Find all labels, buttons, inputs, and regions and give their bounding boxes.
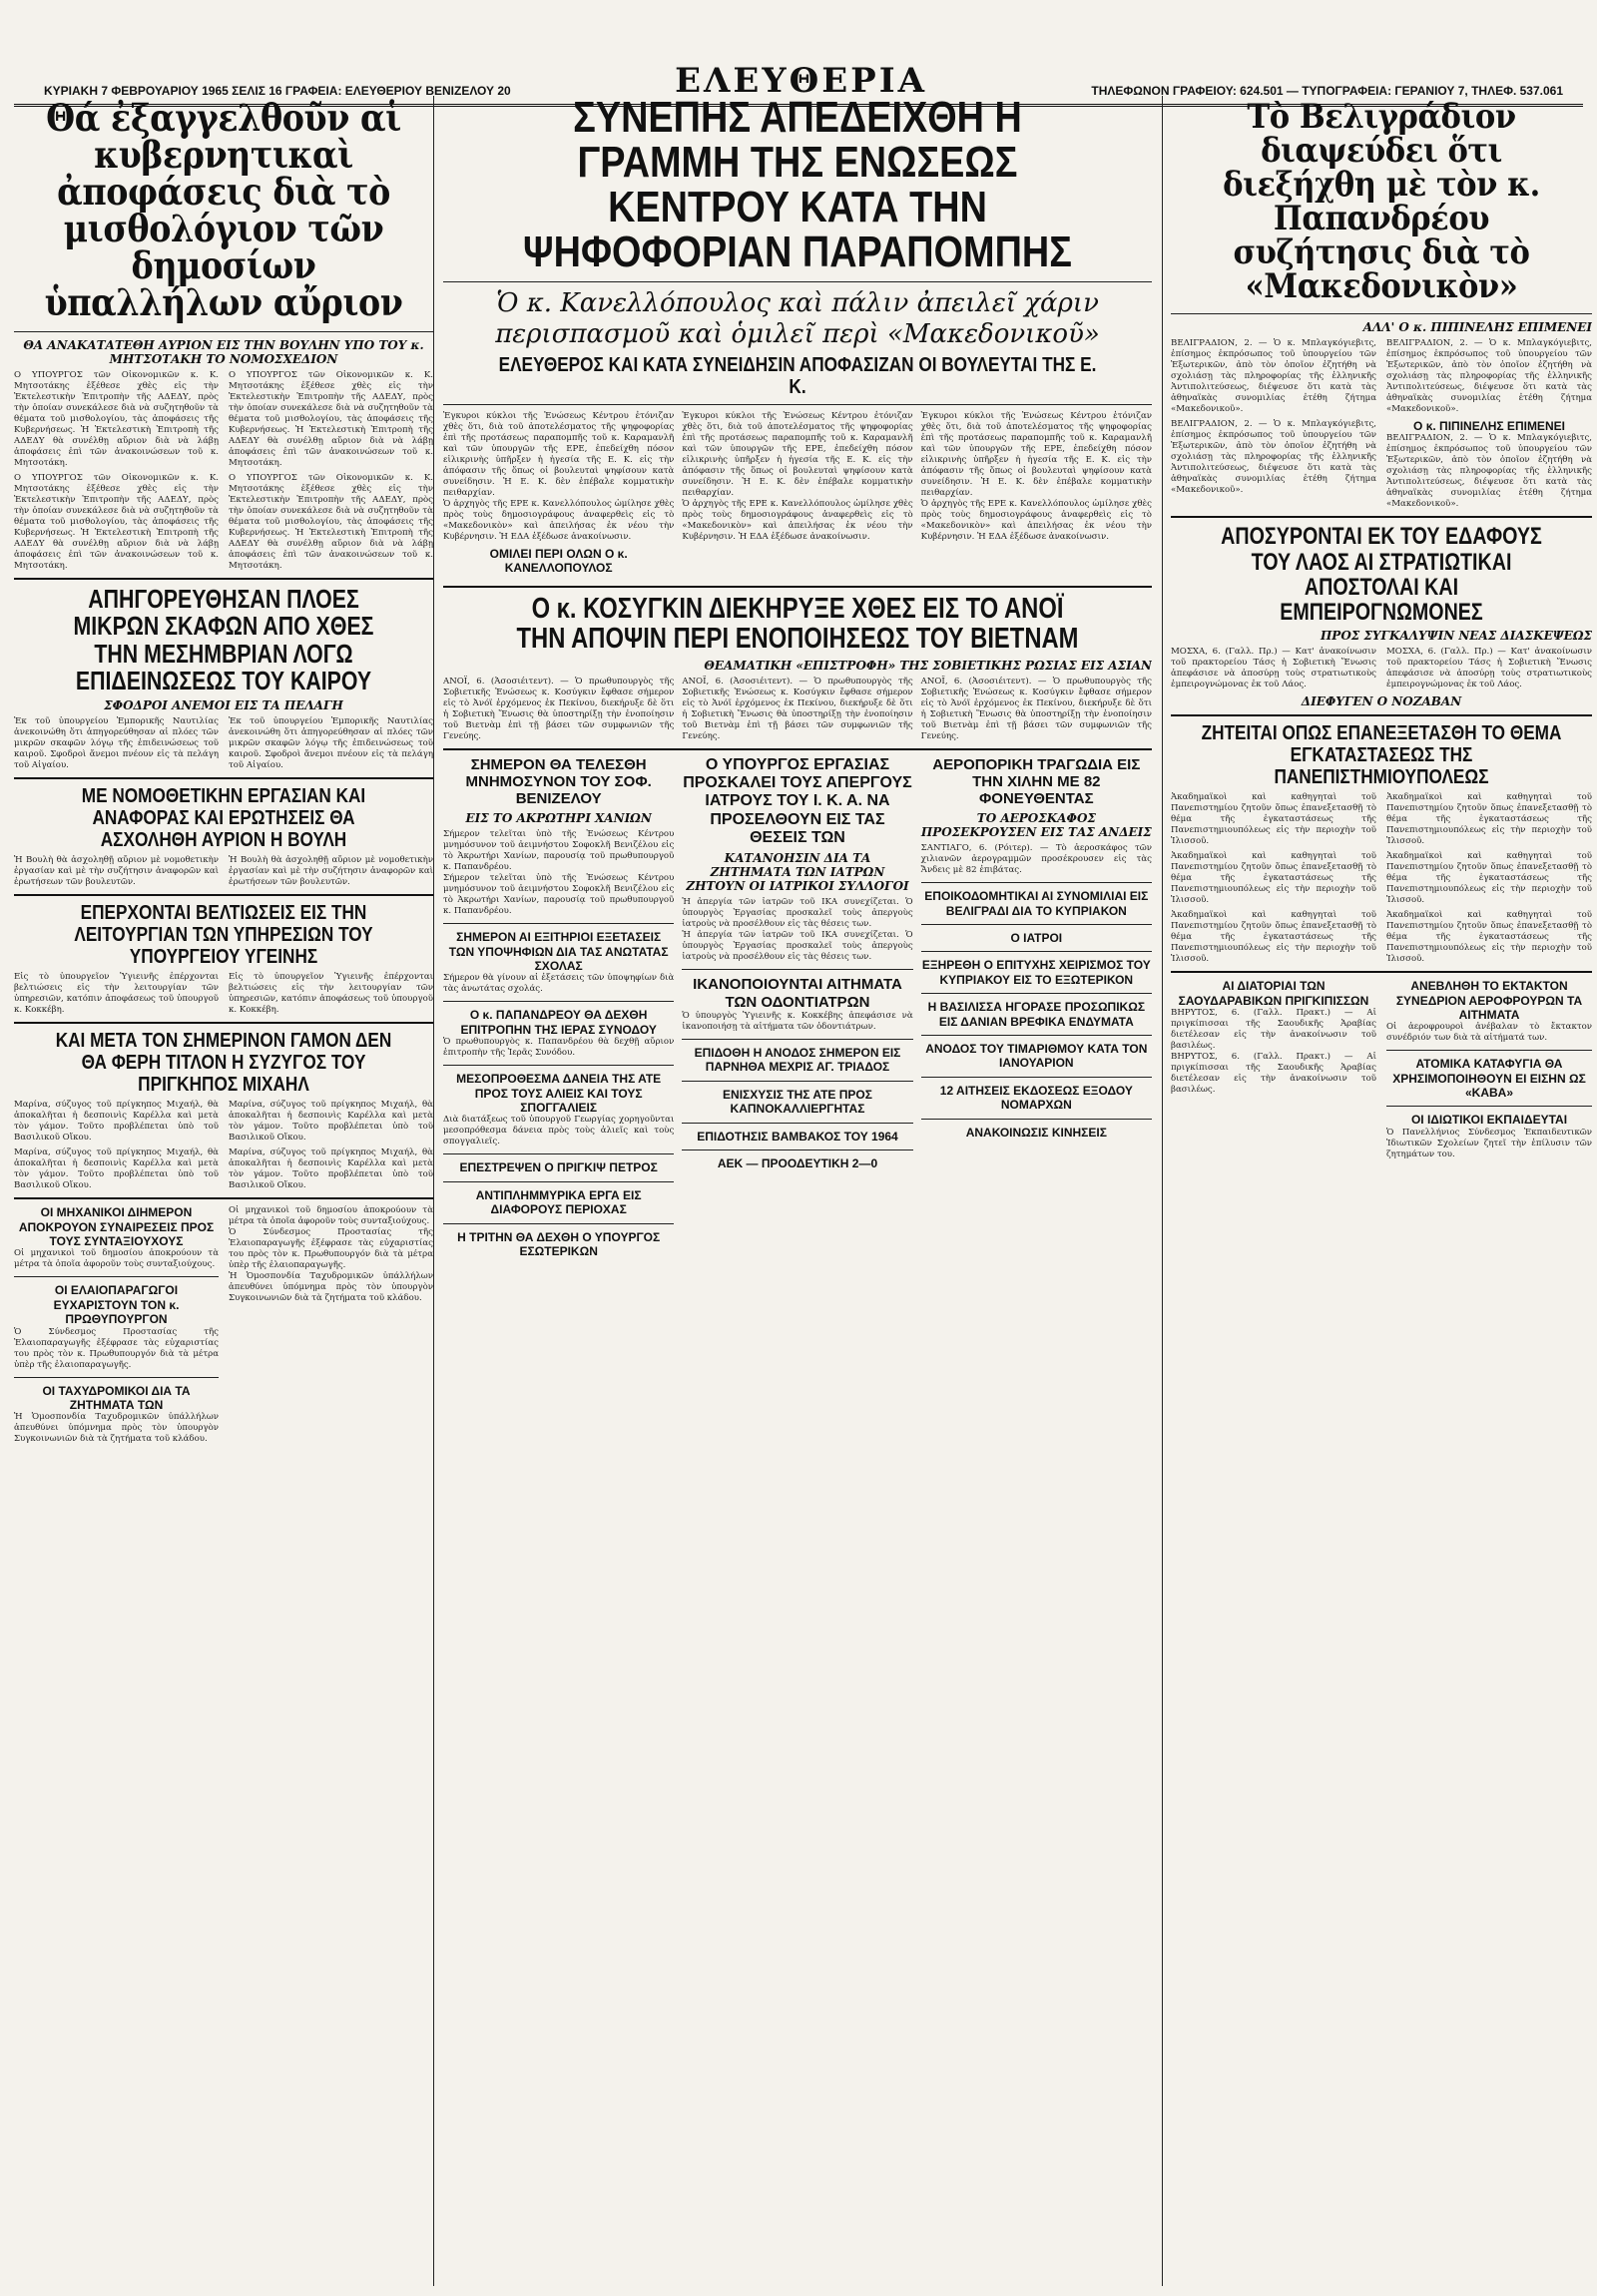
- right-story5-body: ΒΗΡΥΤΟΣ, 6. (Γαλλ. Πρακτ.) — Αἱ πριγκίπισσαι τῆς Σαουδικῆς Ἀραβίας διετέλεσαν εἰς τὴν ἀνακοίνωσιν τοῦ βασιλέως.: [1171, 1007, 1376, 1051]
- center-c3-headline: Ο ΙΑΤΡΟΙ: [1010, 931, 1063, 946]
- right-lead-body-2: ΒΕΛΙΓΡΑΔΙΟΝ, 2. — Ὁ κ. Μπλαγκόγιεβιτς, ἐπίσημος ἐκπρόσωπος τοῦ ὑπουργείου τῶν Ἐξωτερικῶν, ἀπὸ τὸν ὁποῖον ἐζητήθη νὰ σχολιάσῃ τὰς πληροφορίας τῆς ἑλληνικῆς Ἀντιπολιτεύσεως, διέψευσε ὅτι κατὰ τὰς ἀθηναϊκὰς συνομιλίας ἐτέθη ζήτημα «Μακεδονικοῦ».: [1386, 338, 1592, 414]
- left-story7-body-2: Ὁ Σύνδεσμος Προστασίας τῆς Ἐλαιοπαραγωγῆς ἐξέφρασε τὰς εὐχαριστίας του πρὸς τὸν κ. Πρωθυπουργόν διὰ τὰ μέτρα ὑπὲρ τῆς ἐλαιοπαραγωγῆς.: [229, 1227, 433, 1271]
- center-a-headline: ΣΗΜΕΡΟΝ ΘΑ ΤΕΛΕΣΘΗ ΜΝΗΜΟΣΥΝΟΝ ΤΟΥ ΣΟΦ. ΒΕΝΙΖΕΛΟΥ: [465, 755, 652, 808]
- right-story4-body-3: Ἀκαδημαϊκοὶ καὶ καθηγηταὶ τοῦ Πανεπιστημίου ζητοῦν ὅπως ἐπανεξετασθῇ τὸ θέμα τῆς ἐγκαταστάσεως τῆς Πανεπιστημιουπόλεως εἰς τὴν περιοχὴν τοῦ Ἰλισσοῦ.: [1171, 851, 1376, 906]
- center-a-body: Σήμερον τελεῖται ὑπὸ τῆς Ἑνώσεως Κέντρου μνημόσυνον τοῦ ἀειμνήστου Σοφοκλῆ Βενιζέλου εἰς τὸ Ἀκρωτήρι Χανίων, παρουσίᾳ τοῦ πρωθυπουργοῦ κ. Παπανδρέου.: [443, 829, 675, 873]
- center-b4-headline: ΕΝΙΣΧΥΣΙΣ ΤΗΣ ΑΤΕ ΠΡΟΣ ΚΑΠΝΟΚΑΛΛΙΕΡΓΗΤΑΣ: [723, 1087, 872, 1117]
- center-lead-body: Ἐγκυροι κύκλοι τῆς Ἑνώσεως Κέντρου ἐτόνιζαν χθὲς ὅτι, διὰ τοῦ ἀποτελέσματος τῆς ψηφοφορίας ἐπὶ τῆς προτάσεως παραπομπῆς τοῦ κ. Καραμανλῆ καὶ τῶν ὑπουργῶν τῆς ΕΡΕ, ἐπεδείχθη πόσον εἰλικρινὴς ὑπῆρξεν ἡ ἡγεσία τῆς Ε. Κ. εἰς τὴν ἀπόφασιν τῆς ὅπως οἱ βουλευταὶ ψηφίσουν κατὰ συνείδησιν. Ἡ Ε. Κ. δὲν ἐπέβαλε κομματικὴν πειθαρχίαν.: [443, 410, 675, 498]
- right-lead-body: ΒΕΛΙΓΡΑΔΙΟΝ, 2. — Ὁ κ. Μπλαγκόγιεβιτς, ἐπίσημος ἐκπρόσωπος τοῦ ὑπουργείου τῶν Ἐξωτερικῶν, ἀπὸ τὸν ὁποῖον ἐζητήθη νὰ σχολιάσῃ τὰς πληροφορίας τῆς ἑλληνικῆς Ἀντιπολιτεύσεως, διέψευσε ὅτι κατὰ τὰς ἀθηναϊκὰς συνομιλίας ἐτέθη ζήτημα «Μακεδονικοῦ».: [1171, 338, 1376, 414]
- left-story3-body-2: Ἡ Βουλὴ θὰ ἀσχοληθῇ αὔριον μὲ νομοθετικὴν ἐργασίαν καὶ μὲ τὴν συζήτησιν ἀναφορῶν καὶ ἐρωτήσεων τῶν βουλευτῶν.: [229, 855, 433, 888]
- center-lead-headline: ΣΥΝΕΠΗΣ ΑΠΕΔΕΙΧΘΗ Η ΓΡΑΜΜΗ ΤΗΣ ΕΝΩΣΕΩΣ ΚΕΝΤΡΟΥ ΚΑΤΑ ΤΗΝ ΨΗΦΟΦΟΡΙΑΝ ΠΑΡΑΠΟΜΠΗΣ: [523, 96, 1072, 276]
- center-a-body-2: Σήμερον τελεῖται ὑπὸ τῆς Ἑνώσεως Κέντρου μνημόσυνον τοῦ ἀειμνήστου Σοφοκλῆ Βενιζέλου εἰς τὸ Ἀκρωτήρι Χανίων, παρουσίᾳ τοῦ πρωθυπουργοῦ κ. Παπανδρέου.: [443, 873, 675, 917]
- center-b2-headline: ΙΚΑΝΟΠΟΙΟΥΝΤΑΙ ΑΙΤΗΜΑΤΑ ΤΩΝ ΟΔΟΝΤΙΑΤΡΩΝ: [693, 976, 902, 1011]
- right-story3-kicker: ΔΙΕΦΥΓΕΝ Ο ΝΟΖΑΒΑΝ: [1301, 694, 1462, 709]
- center-story2-body: ΑΝΟΪ, 6. (Ἀσοσιέιτεντ). — Ὁ πρωθυπουργὸς τῆς Σοβιετικῆς Ἑνώσεως κ. Κοσύγκιν ἔφθασε σήμερον εἰς τὸ Ἀνόϊ ἐρχόμενος ἐκ Πεκίνου, διεκήρυξε δὲ ὅτι ἡ Σοβιετικὴ Ἕνωσις θὰ ὑποστηρίξῃ τὴν ἐνοποίησιν τοῦ Βιετνὰμ ἐπὶ τῇ βάσει τῶν συμφωνιῶν τῆς Γενεύης.: [443, 676, 675, 741]
- right-lead-side: Ο κ. ΠΙΠΙΝΕΛΗΣ ΕΠΙΜΕΝΕΙ: [1413, 419, 1565, 433]
- center-c2-headline: ΕΠΟΙΚΟΔΟΜΗΤΙΚΑΙ ΑΙ ΣΥΝΟΜΙΛΙΑΙ ΕΙΣ ΒΕΛΙΓΡΑΔΙ ΔΙΑ ΤΟ ΚΥΠΡΙΑΚΟΝ: [924, 889, 1149, 918]
- right-column: [1162, 96, 1592, 2286]
- left-column: [14, 96, 434, 2286]
- center-a6-headline: ΑΝΤΙΠΛΗΜΜΥΡΙΚΑ ΕΡΓΑ ΕΙΣ ΔΙΑΦΟΡΟΥΣ ΠΕΡΙΟΧΑΣ: [475, 1187, 642, 1217]
- center-a2-body: Σήμερον θὰ γίνουν αἱ ἐξετάσεις τῶν ὑποψηφίων διὰ τὰς ἀνωτάτας σχολάς.: [443, 973, 675, 995]
- center-lead-body-3: Ἐγκυροι κύκλοι τῆς Ἑνώσεως Κέντρου ἐτόνιζαν χθὲς ὅτι, διὰ τοῦ ἀποτελέσματος τῆς ψηφοφορίας ἐπὶ τῆς προτάσεως παραπομπῆς τοῦ κ. Καραμανλῆ καὶ τῶν ὑπουργῶν τῆς ΕΡΕ, ἐπεδείχθη πόσον εἰλικρινὴς ὑπῆρξεν ἡ ἡγεσία τῆς Ε. Κ. εἰς τὴν ἀπόφασιν τῆς ὅπως οἱ βουλευταὶ ψηφίσουν κατὰ συνείδησιν. Ἡ Ε. Κ. δὲν ἐπέβαλε κομματικὴν πειθαρχίαν.: [682, 410, 913, 498]
- center-lead-kicker: ΕΛΕΥΘΕΡΟΣ ΚΑΙ ΚΑΤΑ ΣΥΝΕΙΔΗΣΙΝ ΑΠΟΦΑΣΙΖΑΝ ΟΙ ΒΟΥΛΕΥΤΑΙ ΤΗΣ Ε. Κ.: [498, 353, 1097, 398]
- center-a7-headline: Η ΤΡΙΤΗΝ ΘΑ ΔΕΧΘΗ Ο ΥΠΟΥΡΓΟΣ ΕΣΩΤΕΡΙΚΩΝ: [457, 1229, 661, 1258]
- center-lead-body-4: Ὁ ἀρχηγὸς τῆς ΕΡΕ κ. Κανελλόπουλος ὡμίλησε χθὲς πρὸς τοὺς δημοσιογράφους ἀναφερθεὶς εἰς τὸ «Μακεδονικὸν» καὶ ἀπειλήσας ἐκ νέου τὴν Κυβέρνησιν. Ἡ ΕΔΑ ἐξέδωσε ἀνακοίνωσιν.: [682, 498, 913, 542]
- center-b5-headline: ΕΠΙΔΟΤΗΣΙΣ ΒΑΜΒΑΚΟΣ ΤΟΥ 1964: [697, 1129, 898, 1144]
- right-story4-headline: ΖΗΤΕΙΤΑΙ ΟΠΩΣ ΕΠΑΝΕΞΕΤΑΣΘΗ ΤΟ ΘΕΜΑ ΕΓΚΑΤΑΣΤΑΣΕΩΣ ΤΗΣ ΠΑΝΕΠΙΣΤΗΜΙΟΥΠΟΛΕΩΣ: [1201, 722, 1562, 789]
- center-a4-body: Διὰ διατάξεως τοῦ ὑπουργοῦ Γεωργίας χορηγοῦνται μεσοπρόθεσμα δάνεια πρὸς τοὺς ἁλιεῖς καὶ τοὺς σπογγαλιεῖς.: [443, 1115, 675, 1148]
- center-c6-headline: ΑΝΟΔΟΣ ΤΟΥ ΤΙΜΑΡΙΘΜΟΥ ΚΑΤΑ ΤΟΝ ΙΑΝΟΥΑΡΙΟΝ: [925, 1042, 1148, 1071]
- center-c4-headline: ΕΞΗΡΕΘΗ Ο ΕΠΙΤΥΧΗΣ ΧΕΙΡΙΣΜΟΣ ΤΟΥ ΚΥΠΡΙΑΚΟΥ ΕΙΣ ΤΟ ΕΞΩΤΕΡΙΚΟΝ: [921, 958, 1151, 987]
- masthead-contact: ΤΗΛΕΦΩΝΟΝ ΓΡΑΦΕΙΟΥ: 624.501 — ΤΥΠΟΓΡΑΦΕΙΑ: ΓΕΡΑΝΙΟΥ 7, ΤΗΛΕΦ. 537.061: [1091, 84, 1563, 98]
- left-story4-body-2: Εἰς τὸ ὑπουργεῖον Ὑγιεινῆς ἐπέρχονται βελτιώσεις εἰς τὴν λειτουργίαν τῶν ὑπηρεσιῶν, κατόπιν ἀποφάσεως τοῦ ὑπουργοῦ κ. Κοκκέβη.: [229, 972, 433, 1016]
- center-column: [443, 96, 1152, 2286]
- right-story4-body-4: Ἀκαδημαϊκοὶ καὶ καθηγηταὶ τοῦ Πανεπιστημίου ζητοῦν ὅπως ἐπανεξετασθῇ τὸ θέμα τῆς ἐγκαταστάσεως τῆς Πανεπιστημιουπόλεως εἰς τὴν περιοχὴν τοῦ Ἰλισσοῦ.: [1386, 851, 1592, 906]
- left-story6-body-2: Οἱ μηχανικοὶ τοῦ δημοσίου ἀποκρούουν τὰ μέτρα τὰ ὁποῖα ἀφοροῦν τοὺς συνταξιούχους.: [229, 1205, 433, 1227]
- right-lead-kicker: ΑΛΛ' Ο κ. ΠΙΠΙΝΕΛΗΣ ΕΠΙΜΕΝΕΙ: [1362, 320, 1592, 334]
- left-story8-headline: ΟΙ ΤΑΧΥΔΡΟΜΙΚΟΙ ΔΙΑ ΤΑ ΖΗΤΗΜΑΤΑ ΤΩΝ: [42, 1383, 191, 1412]
- left-lead-kicker: ΘΑ ΑΝΑΚΑΤΑΤΕΘΗ ΑΥΡΙΟΝ ΕΙΣ ΤΗΝ ΒΟΥΛΗΝ ΥΠΟ ΤΟΥ κ. ΜΗΤΣΟΤΑΚΗ ΤΟ ΝΟΜΟΣΧΕΔΙΟΝ: [23, 338, 424, 366]
- center-story2-body-3: ΑΝΟΪ, 6. (Ἀσοσιέιτεντ). — Ὁ πρωθυπουργὸς τῆς Σοβιετικῆς Ἑνώσεως κ. Κοσύγκιν ἔφθασε σήμερον εἰς τὸ Ἀνόϊ ἐρχόμενος ἐκ Πεκίνου, διεκήρυξε δὲ ὅτι ἡ Σοβιετικὴ Ἕνωσις θὰ ὑποστηρίξῃ τὴν ἐνοποίησιν τοῦ Βιετνὰμ ἐπὶ τῇ βάσει τῶν συμφωνιῶν τῆς Γενεύης.: [920, 676, 1152, 741]
- right-story2-kicker: ΠΡΟΣ ΣΥΓΚΑΛΥΨΙΝ ΝΕΑΣ ΔΙΑΣΚΕΨΕΩΣ: [1320, 629, 1592, 644]
- right-story8-headline: ΟΙ ΙΔΙΩΤΙΚΟΙ ΕΚΠΑΙΔΕΥΤΑΙ: [1410, 1113, 1568, 1128]
- center-lead-side: ΟΜΙΛΕΙ ΠΕΡΙ ΟΛΩΝ Ο κ. ΚΑΝΕΛΛΟΠΟΥΛΟΣ: [489, 546, 628, 576]
- right-story6-headline: ΑΝΕΒΛΗΘΗ ΤΟ ΕΚΤΑΚΤΟΝ ΣΥΝΕΔΡΙΟΝ ΑΕΡΟΦΡΟΥΡΩΝ ΤΑ ΑΙΤΗΜΑΤΑ: [1395, 979, 1583, 1022]
- center-lead-body-5: Ἐγκυροι κύκλοι τῆς Ἑνώσεως Κέντρου ἐτόνιζαν χθὲς ὅτι, διὰ τοῦ ἀποτελέσματος τῆς ψηφοφορίας ἐπὶ τῆς προτάσεως παραπομπῆς τοῦ κ. Καραμανλῆ καὶ τῶν ὑπουργῶν τῆς ΕΡΕ, ἐπεδείχθη πόσον εἰλικρινὴς ὑπῆρξεν ἡ ἡγεσία τῆς Ε. Κ. εἰς τὴν ἀπόφασιν τῆς ὅπως οἱ βουλευταὶ ψηφίσουν κατὰ συνείδησιν. Ἡ Ε. Κ. δὲν ἐπέβαλε κομματικὴν πειθαρχίαν.: [920, 410, 1152, 498]
- left-story2-body: Ἐκ τοῦ ὑπουργείου Ἐμπορικῆς Ναυτιλίας ἀνεκοινώθη ὅτι ἀπηγορεύθησαν αἱ πλόες τῶν μικρῶν σκαφῶν λόγῳ τῆς ἐπιδεινώσεως τοῦ καιροῦ. Σφοδροὶ ἄνεμοι πνέουν εἰς τὰ πελάγη τοῦ Αἰγαίου.: [14, 716, 219, 771]
- left-story5-body-4: Μαρίνα, σύζυγος τοῦ πρίγκηπος Μιχαήλ, θὰ ἀποκαλῆται ἡ δεσποινὶς Καρέλλα καὶ μετὰ τὸν γάμον. Τοῦτο προβλέπεται ὑπὸ τοῦ Βασιλικοῦ Οἴκου.: [229, 1148, 433, 1191]
- center-b-headline: Ο ΥΠΟΥΡΓΟΣ ΕΡΓΑΣΙΑΣ ΠΡΟΣΚΑΛΕΙ ΤΟΥΣ ΑΠΕΡΓΟΥΣ ΙΑΤΡΟΥΣ ΤΟΥ Ι. Κ. Α. ΝΑ ΠΡΟΣΕΛΘΟΥΝ ΕΙΣ ΤΑΣ ΘΕΣΕΙΣ ΤΩΝ: [683, 755, 912, 847]
- center-story2-body-2: ΑΝΟΪ, 6. (Ἀσοσιέιτεντ). — Ὁ πρωθυπουργὸς τῆς Σοβιετικῆς Ἑνώσεως κ. Κοσύγκιν ἔφθασε σήμερον εἰς τὸ Ἀνόϊ ἐρχόμενος ἐκ Πεκίνου, διεκήρυξε δὲ ὅτι ἡ Σοβιετικὴ Ἕνωσις θὰ ὑποστηρίξῃ τὴν ἐνοποίησιν τοῦ Βιετνὰμ ἐπὶ τῇ βάσει τῶν συμφωνιῶν τῆς Γενεύης.: [682, 676, 913, 741]
- center-c-headline: ΑΕΡΟΠΟΡΙΚΗ ΤΡΑΓΩΔΙΑ ΕΙΣ ΤΗΝ ΧΙΛΗΝ ΜΕ 82 ΦΟΝΕΥΘΕΝΤΑΣ: [932, 755, 1141, 808]
- left-story3-body: Ἡ Βουλὴ θὰ ἀσχοληθῇ αὔριον μὲ νομοθετικὴν ἐργασίαν καὶ μὲ τὴν συζήτησιν ἀναφορῶν καὶ ἐρωτήσεων τῶν βουλευτῶν.: [14, 855, 219, 888]
- center-a5-headline: ΕΠΕΣΤΡΕΨΕΝ Ο ΠΡΙΓΚΙΨ ΠΕΤΡΟΣ: [459, 1160, 658, 1175]
- center-b-kicker: ΚΑΤΑΝΟΗΣΙΝ ΔΙΑ ΤΑ ΖΗΤΗΜΑΤΑ ΤΩΝ ΙΑΤΡΩΝ ΖΗΤΟΥΝ ΟΙ ΙΑΤΡΙΚΟΙ ΣΥΛΛΟΓΟΙ: [686, 851, 909, 894]
- right-story2-headline: ΑΠΟΣΥΡΟΝΤΑΙ ΕΚ ΤΟΥ ΕΔΑΦΟΥΣ ΤΟΥ ΛΑΟΣ ΑΙ ΣΤΡΑΤΙΩΤΙΚΑΙ ΑΠΟΣΤΟΛΑΙ ΚΑΙ ΕΜΠΕΙΡΟΓΝΩΜΟΝΕΣ: [1221, 523, 1542, 626]
- center-b3-headline: ΕΠΙΔΟΘΗ Η ΑΝΟΔΟΣ ΣΗΜΕΡΟΝ ΕΙΣ ΠΑΡΝΗΘΑ ΜΕΧΡΙΣ ΑΓ. ΤΡΙΑΔΟΣ: [694, 1045, 901, 1075]
- center-lead-body-2: Ὁ ἀρχηγὸς τῆς ΕΡΕ κ. Κανελλόπουλος ὡμίλησε χθὲς πρὸς τοὺς δημοσιογράφους ἀναφερθεὶς εἰς τὸ «Μακεδονικὸν» καὶ ἀπειλήσας ἐκ νέου τὴν Κυβέρνησιν. Ἡ ΕΔΑ ἐξέδωσε ἀνακοίνωσιν.: [443, 498, 675, 542]
- right-story4-body-2: Ἀκαδημαϊκοὶ καὶ καθηγηταὶ τοῦ Πανεπιστημίου ζητοῦν ὅπως ἐπανεξετασθῇ τὸ θέμα τῆς ἐγκαταστάσεως τῆς Πανεπιστημιουπόλεως εἰς τὴν περιοχὴν τοῦ Ἰλισσοῦ.: [1386, 792, 1592, 847]
- left-story6-body: Οἱ μηχανικοὶ τοῦ δημοσίου ἀποκρούουν τὰ μέτρα τὰ ὁποῖα ἀφοροῦν τοὺς συνταξιούχους.: [14, 1248, 219, 1270]
- center-c8-headline: ΑΝΑΚΟΙΝΩΣΙΣ ΚΙΝΗΣΕΙΣ: [965, 1125, 1107, 1140]
- left-story4-headline: ΕΠΕΡΧΟΝΤΑΙ ΒΕΛΤΙΩΣΕΙΣ ΕΙΣ ΤΗΝ ΛΕΙΤΟΥΡΓΙΑΝ ΤΩΝ ΥΠΗΡΕΣΙΩΝ ΤΟΥ ΥΠΟΥΡΓΕΙΟΥ ΥΓΕΙΝΗΣ: [74, 902, 373, 969]
- masthead-title: ΕΛΕΥΘΕΡΙΑ: [675, 61, 927, 101]
- left-lead-headline: Θά ἐξαγγελθοῦν αἱ κυβερνητικαὶ ἀποφάσεις διὰ τὸ μισθολόγιον τῶν δημοσίων ὑπαλλήλων αὔριον: [44, 96, 403, 324]
- center-c7-headline: 12 ΑΙΤΗΣΕΙΣ ΕΚΔΟΣΕΩΣ ΕΞΟΔΟΥ ΝΟΜΑΡΧΩΝ: [939, 1083, 1133, 1113]
- center-lead-sub: Ὁ κ. Κανελλόπουλος καὶ πάλιν ἀπειλεῖ χάριν περισπασμοῦ καὶ ὁμιλεῖ περὶ «Μακεδονικοῦ»: [495, 287, 1100, 349]
- center-story2-kicker: ΘΕΑΜΑΤΙΚΗ «ΕΠΙΣΤΡΟΦΗ» ΤΗΣ ΣΟΒΙΕΤΙΚΗΣ ΡΩΣΙΑΣ ΕΙΣ ΑΣΙΑΝ: [704, 658, 1152, 673]
- center-lead-body-6: Ὁ ἀρχηγὸς τῆς ΕΡΕ κ. Κανελλόπουλος ὡμίλησε χθὲς πρὸς τοὺς δημοσιογράφους ἀναφερθεὶς εἰς τὸ «Μακεδονικὸν» καὶ ἀπειλήσας ἐκ νέου τὴν Κυβέρνησιν. Ἡ ΕΔΑ ἐξέδωσε ἀνακοίνωσιν.: [920, 498, 1152, 542]
- center-b2-body: Ὁ ὑπουργὸς Ὑγιεινῆς κ. Κοκκέβης ἀπεφάσισε νὰ ἱκανοποιήσῃ τὰ αἰτήματα τῶν ὀδοντιάτρων.: [682, 1010, 913, 1032]
- center-b-body: Ἡ ἀπεργία τῶν ἰατρῶν τοῦ ΙΚΑ συνεχίζεται. Ὁ ὑπουργὸς Ἐργασίας προσκαλεῖ τοὺς ἀπεργοὺς ἰατροὺς νὰ προσέλθουν εἰς τὰς θέσεις των.: [682, 897, 913, 930]
- left-story2-body-2: Ἐκ τοῦ ὑπουργείου Ἐμπορικῆς Ναυτιλίας ἀνεκοινώθη ὅτι ἀπηγορεύθησαν αἱ πλόες τῶν μικρῶν σκαφῶν λόγῳ τῆς ἐπιδεινώσεως τοῦ καιροῦ. Σφοδροὶ ἄνεμοι πνέουν εἰς τὰ πελάγη τοῦ Αἰγαίου.: [229, 716, 433, 771]
- left-story7-body: Ὁ Σύνδεσμος Προστασίας τῆς Ἐλαιοπαραγωγῆς ἐξέφρασε τὰς εὐχαριστίας του πρὸς τὸν κ. Πρωθυπουργόν διὰ τὰ μέτρα ὑπὲρ τῆς ἐλαιοπαραγωγῆς.: [14, 1326, 219, 1370]
- center-a4-headline: ΜΕΣΟΠΡΟΘΕΣΜΑ ΔΑΝΕΙΑ ΤΗΣ ΑΤΕ ΠΡΟΣ ΤΟΥΣ ΑΛΙΕΙΣ ΚΑΙ ΤΟΥΣ ΣΠΟΓΓΑΛΙΕΙΣ: [456, 1072, 662, 1116]
- left-story7-headline: ΟΙ ΕΛΑΙΟΠΑΡΑΓΩΓΟΙ ΕΥΧΑΡΙΣΤΟΥΝ ΤΟΝ κ. ΠΡΩΘΥΠΟΥΡΓΟΝ: [53, 1283, 180, 1327]
- center-c5-headline: Η ΒΑΣΙΛΙΣΣΑ ΗΓΟΡΑΣΕ ΠΡΟΣΩΠΙΚΩΣ ΕΙΣ ΔΑΝΙΑΝ ΒΡΕΦΙΚΑ ΕΝΔΥΜΑΤΑ: [927, 1000, 1146, 1029]
- center-story2-headline: Ο κ. ΚΟΣΥΓΚΙΝ ΔΙΕΚΗΡΥΞΕ ΧΘΕΣ ΕΙΣ ΤΟ ΑΝΟΪ ΤΗΝ ΑΠΟΨΙΝ ΠΕΡΙ ΕΝΟΠΟΙΗΣΕΩΣ ΤΟΥ ΒΙΕΤΝΑΜ: [516, 592, 1079, 656]
- left-story5-body-3: Μαρίνα, σύζυγος τοῦ πρίγκηπος Μιχαήλ, θὰ ἀποκαλῆται ἡ δεσποινὶς Καρέλλα καὶ μετὰ τὸν γάμον. Τοῦτο προβλέπεται ὑπὸ τοῦ Βασιλικοῦ Οἴκου.: [14, 1148, 219, 1191]
- masthead: [14, 6, 1583, 107]
- left-story8-body: Ἡ Ὁμοσπονδία Ταχυδρομικῶν ὑπάλλήλων ἀπευθύνει ὑπόμνημα πρὸς τὸν ὑπουργὸν Συγκοινωνιῶν διὰ τὰ ζητήματα τοῦ κλάδου.: [14, 1412, 219, 1445]
- right-story4-body-6: Ἀκαδημαϊκοὶ καὶ καθηγηταὶ τοῦ Πανεπιστημίου ζητοῦν ὅπως ἐπανεξετασθῇ τὸ θέμα τῆς ἐγκαταστάσεως τῆς Πανεπιστημιουπόλεως εἰς τὴν περιοχὴν τοῦ Ἰλισσοῦ.: [1386, 910, 1592, 965]
- masthead-date: ΚΥΡΙΑΚΗ 7 ΦΕΒΡΟΥΑΡΙΟΥ 1965 ΣΕΛΙΣ 16 ΓΡΑΦΕΙΑ: ΕΛΕΥΘΕΡΙΟΥ ΒΕΝΙΖΕΛΟΥ 20: [44, 84, 511, 98]
- right-story4-body-5: Ἀκαδημαϊκοὶ καὶ καθηγηταὶ τοῦ Πανεπιστημίου ζητοῦν ὅπως ἐπανεξετασθῇ τὸ θέμα τῆς ἐγκαταστάσεως τῆς Πανεπιστημιουπόλεως εἰς τὴν περιοχὴν τοῦ Ἰλισσοῦ.: [1171, 910, 1376, 965]
- center-b6-headline: ΑΕΚ — ΠΡΟΟΔΕΥΤΙΚΗ 2—0: [717, 1155, 878, 1170]
- left-story5-body-2: Μαρίνα, σύζυγος τοῦ πρίγκηπος Μιχαήλ, θὰ ἀποκαλῆται ἡ δεσποινὶς Καρέλλα καὶ μετὰ τὸν γάμον. Τοῦτο προβλέπεται ὑπὸ τοῦ Βασιλικοῦ Οἴκου.: [229, 1100, 433, 1144]
- center-a2-headline: ΣΗΜΕΡΟΝ ΑΙ ΕΞΙΤΗΡΙΟΙ ΕΞΕΤΑΣΕΙΣ ΤΩΝ ΥΠΟΨΗΦΙΩΝ ΔΙΑ ΤΑΣ ΑΝΩΤΑΤΑΣ ΣΧΟΛΑΣ: [448, 930, 669, 974]
- left-lead-body-3: Ο ΥΠΟΥΡΓΟΣ τῶν Οἰκονομικῶν κ. Κ. Μητσοτάκης ἐξέθεσε χθὲς εἰς τὴν Ἐκτελεστικὴν Ἐπιτροπὴν τῆς ΑΔΕΔΥ, πρὸς τὴν ὁποίαν συνεκάλεσε διὰ νὰ συζητηθοῦν τὰ θέματα τοῦ μισθολογίου, τὰς ἀποφάσεις τῆς Κυβερνήσεως. Ἡ Ἐκτελεστικὴ Ἐπιτροπὴ τῆς ΑΔΕΔΥ θὰ συνέλθῃ αὔριον διὰ νὰ λάβῃ ἀποφάσεις ἐπὶ τῶν ἀνακοινώσεων τοῦ κ. Μητσοτάκη.: [229, 473, 433, 571]
- center-b-body-2: Ἡ ἀπεργία τῶν ἰατρῶν τοῦ ΙΚΑ συνεχίζεται. Ὁ ὑπουργὸς Ἐργασίας προσκαλεῖ τοὺς ἀπεργοὺς ἰατροὺς νὰ προσέλθουν εἰς τὰς θέσεις των.: [682, 930, 913, 963]
- left-story3-headline: ΜΕ ΝΟΜΟΘΕΤΙΚΗΝ ΕΡΓΑΣΙΑΝ ΚΑΙ ΑΝΑΦΟΡΑΣ ΚΑΙ ΕΡΩΤΗΣΕΙΣ ΘΑ ΑΣΧΟΛΗΘΗ ΑΥΡΙΟΝ Η ΒΟΥΛΗ: [81, 785, 366, 852]
- right-story4-body: Ἀκαδημαϊκοὶ καὶ καθηγηταὶ τοῦ Πανεπιστημίου ζητοῦν ὅπως ἐπανεξετασθῇ τὸ θέμα τῆς ἐγκαταστάσεως τῆς Πανεπιστημιουπόλεως εἰς τὴν περιοχὴν τοῦ Ἰλισσοῦ.: [1171, 792, 1376, 847]
- right-story6-body: Οἱ ἀεροφρουροὶ ἀνέβαλαν τὸ ἔκτακτον συνέδριόν των διὰ τὰ αἰτήματά των.: [1386, 1022, 1592, 1044]
- left-lead-body-cont: Ο ΥΠΟΥΡΓΟΣ τῶν Οἰκονομικῶν κ. Κ. Μητσοτάκης ἐξέθεσε χθὲς εἰς τὴν Ἐκτελεστικὴν Ἐπιτροπὴν τῆς ΑΔΕΔΥ, πρὸς τὴν ὁποίαν συνεκάλεσε διὰ νὰ συζητηθοῦν τὰ θέματα τοῦ μισθολογίου, τὰς ἀποφάσεις τῆς Κυβερνήσεως. Ἡ Ἐκτελεστικὴ Ἐπιτροπὴ τῆς ΑΔΕΔΥ θὰ συνέλθῃ αὔριον διὰ νὰ λάβῃ ἀποφάσεις ἐπὶ τῶν ἀνακοινώσεων τοῦ κ. Μητσοτάκη.: [229, 370, 433, 468]
- right-story8-body: Ὁ Πανελλήνιος Σύνδεσμος Ἐκπαιδευτικῶν Ἰδιωτικῶν Σχολείων ζητεῖ τὴν ἐπίλυσιν τῶν ζητημάτων του.: [1386, 1127, 1592, 1159]
- center-a3-headline: Ο κ. ΠΑΠΑΝΔΡΕΟΥ ΘΑ ΔΕΧΘΗ ΕΠΙΤΡΟΠΗΝ ΤΗΣ ΙΕΡΑΣ ΣΥΝΟΔΟΥ: [460, 1008, 657, 1037]
- right-story5-body-2: ΒΗΡΥΤΟΣ, 6. (Γαλλ. Πρακτ.) — Αἱ πριγκίπισσαι τῆς Σαουδικῆς Ἀραβίας διετέλεσαν εἰς τὴν ἀνακοίνωσιν τοῦ βασιλέως.: [1171, 1051, 1376, 1095]
- left-story5-body: Μαρίνα, σύζυγος τοῦ πρίγκηπος Μιχαήλ, θὰ ἀποκαλῆται ἡ δεσποινὶς Καρέλλα καὶ μετὰ τὸν γάμον. Τοῦτο προβλέπεται ὑπὸ τοῦ Βασιλικοῦ Οἴκου.: [14, 1100, 219, 1144]
- left-story8-body-2: Ἡ Ὁμοσπονδία Ταχυδρομικῶν ὑπάλλήλων ἀπευθύνει ὑπόμνημα πρὸς τὸν ὑπουργὸν Συγκοινωνιῶν διὰ τὰ ζητήματα τοῦ κλάδου.: [229, 1271, 433, 1304]
- left-story2-kicker: ΣΦΟΔΡΟΙ ΑΝΕΜΟΙ ΕΙΣ ΤΑ ΠΕΛΑΓΗ: [104, 698, 343, 713]
- center-a-kicker: ΕΙΣ ΤΟ ΑΚΡΩΤΗΡΙ ΧΑΝΙΩΝ: [465, 811, 652, 826]
- left-story4-body: Εἰς τὸ ὑπουργεῖον Ὑγιεινῆς ἐπέρχονται βελτιώσεις εἰς τὴν λειτουργίαν τῶν ὑπηρεσιῶν, κατόπιν ἀποφάσεως τοῦ ὑπουργοῦ κ. Κοκκέβη.: [14, 972, 219, 1016]
- right-lead-headline: Τὸ Βελιγράδιον διαψεύδει ὅτι διεξήχθη μὲ τὸν κ. Παπανδρέου συζήτησις διὰ τὸ «Μακεδονικὸν»: [1223, 97, 1540, 306]
- right-story5-headline: ΑΙ ΔΙΑΤΟΡΙΑΙ ΤΩΝ ΣΑΟΥΔΑΡΑΒΙΚΩΝ ΠΡΙΓΚΙΠΙΣΣΩΝ: [1178, 979, 1369, 1008]
- center-c-body: ΣΑΝΤΙΑΓΟ, 6. (Ρόιτερ). — Τὸ ἀεροσκάφος τῶν χιλιανῶν ἀερογραμμῶν προσέκρουσεν εἰς τὰς Ἄνδεις μὲ 82 ἐπιβάτας.: [920, 843, 1152, 876]
- left-lead-body: Ο ΥΠΟΥΡΓΟΣ τῶν Οἰκονομικῶν κ. Κ. Μητσοτάκης ἐξέθεσε χθὲς εἰς τὴν Ἐκτελεστικὴν Ἐπιτροπὴν τῆς ΑΔΕΔΥ, πρὸς τὴν ὁποίαν συνεκάλεσε διὰ νὰ συζητηθοῦν τὰ θέματα τοῦ μισθολογίου, τὰς ἀποφάσεις τῆς Κυβερνήσεως. Ἡ Ἐκτελεστικὴ Ἐπιτροπὴ τῆς ΑΔΕΔΥ θὰ συνέλθῃ αὔριον διὰ νὰ λάβῃ ἀποφάσεις ἐπὶ τῶν ἀνακοινώσεων τοῦ κ. Μητσοτάκη.: [14, 370, 219, 468]
- right-story2-body-2: ΜΟΣΧΑ, 6. (Γαλλ. Πρ.) — Κατ' ἀνακοίνωσιν τοῦ πρακτορείου Τάσς ἡ Σοβιετικὴ Ἕνωσις ἀπεφάσισε νὰ ἀποσύρῃ τοὺς στρατιωτικοὺς ἐμπειρογνώμονας ἐκ τοῦ Λάος.: [1386, 647, 1592, 690]
- left-story5-headline: ΚΑΙ ΜΕΤΑ ΤΟΝ ΣΗΜΕΡΙΝΟΝ ΓΑΜΟΝ ΔΕΝ ΘΑ ΦΕΡΗ ΤΙΤΛΟΝ Η ΣΥΖΥΓΟΣ ΤΟΥ ΠΡΙΓΚΗΠΟΣ ΜΙΧΑΗΛ: [55, 1030, 392, 1097]
- right-lead-body-3: ΒΕΛΙΓΡΑΔΙΟΝ, 2. — Ὁ κ. Μπλαγκόγιεβιτς, ἐπίσημος ἐκπρόσωπος τοῦ ὑπουργείου τῶν Ἐξωτερικῶν, ἀπὸ τὸν ὁποῖον ἐζητήθη νὰ σχολιάσῃ τὰς πληροφορίας τῆς ἑλληνικῆς Ἀντιπολιτεύσεως, διέψευσε ὅτι κατὰ τὰς ἀθηναϊκὰς συνομιλίας ἐτέθη ζήτημα «Μακεδονικοῦ».: [1171, 419, 1376, 495]
- right-story7-headline: ΑΤΟΜΙΚΑ ΚΑΤΑΦΥΓΙΑ ΘΑ ΧΡΗΣΙΜΟΠΟΙΗΘΟΥΝ ΕΙ ΕΙΣΗΝ ΩΣ «ΚΑΒΑ»: [1392, 1057, 1586, 1101]
- center-c-kicker: ΤΟ ΑΕΡΟΣΚΑΦΟΣ ΠΡΟΣΕΚΡΟΥΣΕΝ ΕΙΣ ΤΑΣ ΑΝΔΕΙΣ: [920, 811, 1152, 840]
- right-lead-body-4: ΒΕΛΙΓΡΑΔΙΟΝ, 2. — Ὁ κ. Μπλαγκόγιεβιτς, ἐπίσημος ἐκπρόσωπος τοῦ ὑπουργείου τῶν Ἐξωτερικῶν, ἀπὸ τὸν ὁποῖον ἐζητήθη νὰ σχολιάσῃ τὰς πληροφορίας τῆς ἑλληνικῆς Ἀντιπολιτεύσεως, διέψευσε ὅτι κατὰ τὰς ἀθηναϊκὰς συνομιλίας ἐτέθη ζήτημα «Μακεδονικοῦ».: [1386, 433, 1592, 510]
- center-a3-body: Ὁ πρωθυπουργὸς κ. Παπανδρέου θὰ δεχθῇ αὔριον ἐπιτροπὴν τῆς Ἱερᾶς Συνόδου.: [443, 1037, 675, 1059]
- left-lead-body-2: Ο ΥΠΟΥΡΓΟΣ τῶν Οἰκονομικῶν κ. Κ. Μητσοτάκης ἐξέθεσε χθὲς εἰς τὴν Ἐκτελεστικὴν Ἐπιτροπὴν τῆς ΑΔΕΔΥ, πρὸς τὴν ὁποίαν συνεκάλεσε διὰ νὰ συζητηθοῦν τὰ θέματα τοῦ μισθολογίου, τὰς ἀποφάσεις τῆς Κυβερνήσεως. Ἡ Ἐκτελεστικὴ Ἐπιτροπὴ τῆς ΑΔΕΔΥ θὰ συνέλθῃ αὔριον διὰ νὰ λάβῃ ἀποφάσεις ἐπὶ τῶν ἀνακοινώσεων τοῦ κ. Μητσοτάκη.: [14, 473, 219, 571]
- left-story2-headline: ΑΠΗΓΟΡΕΥΘΗΣΑΝ ΠΛΟΕΣ ΜΙΚΡΩΝ ΣΚΑΦΩΝ ΑΠΟ ΧΘΕΣ ΤΗΝ ΜΕΣΗΜΒΡΙΑΝ ΛΟΓΩ ΕΠΙΔΕΙΝΩΣΕΩΣ ΤΟΥ ΚΑΙΡΟΥ: [73, 584, 374, 695]
- left-story6-headline: ΟΙ ΜΗΧΑΝΙΚΟΙ ΔΙΗΜΕΡΟΝ ΑΠΟΚΡΟΥΟΝ ΣΥΝΑΙΡΕΣΕΙΣ ΠΡΟΣ ΤΟΥΣ ΣΥΝΤΑΞΙΟΥΧΟΥΣ: [18, 1205, 215, 1248]
- right-story2-body: ΜΟΣΧΑ, 6. (Γαλλ. Πρ.) — Κατ' ἀνακοίνωσιν τοῦ πρακτορείου Τάσς ἡ Σοβιετικὴ Ἕνωσις ἀπεφάσισε νὰ ἀποσύρῃ τοὺς στρατιωτικοὺς ἐμπειρογνώμονας ἐκ τοῦ Λάος.: [1171, 647, 1376, 690]
